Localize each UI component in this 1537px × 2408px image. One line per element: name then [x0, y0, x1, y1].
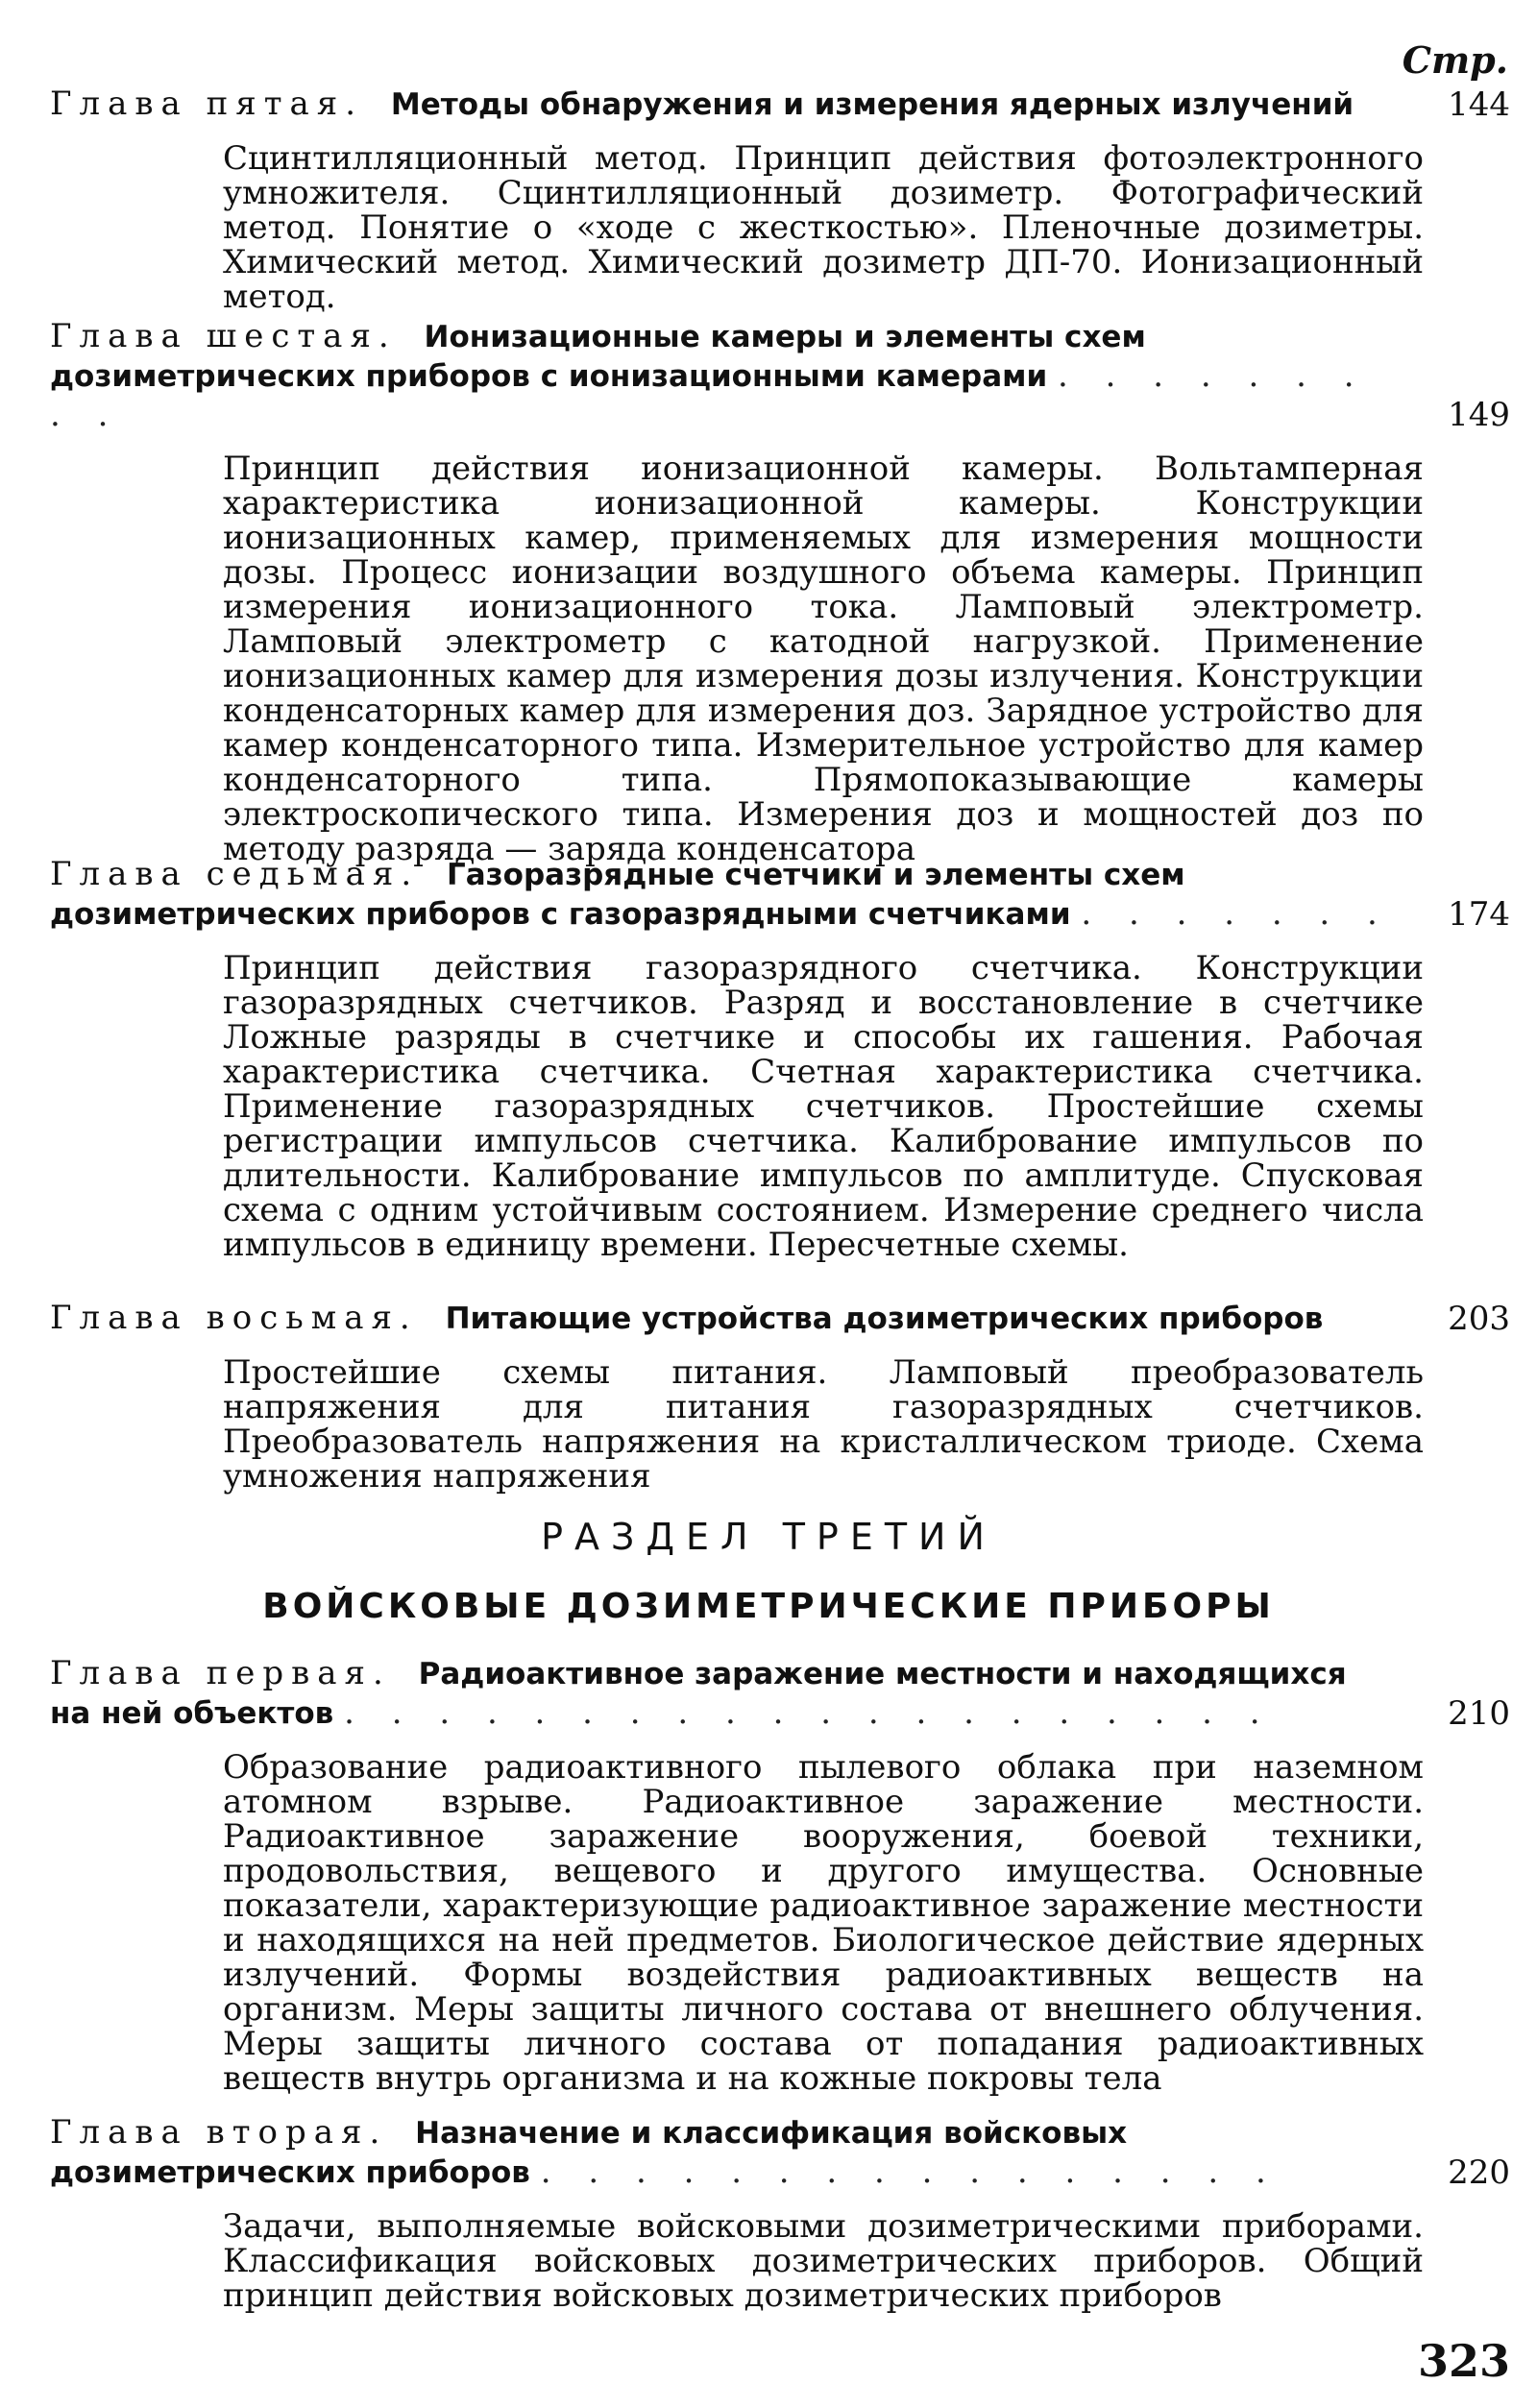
chapter-heading [50, 2113, 1510, 2192]
chapter-description: Простейшие схемы питания. Ламповый преобразователь напряжения для питания газоразрядных счетчиков. Преобразователь напряжения на кристаллическом триоде. Схема умножения напряжения [223, 1353, 1424, 1496]
chapter-label: Глава восьмая. [50, 1299, 418, 1337]
section-heading: РАЗДЕЛ ТРЕТИЙ [541, 1516, 996, 1558]
chapter-page-number: 203 [1448, 1300, 1510, 1338]
chapter-heading [50, 1299, 1510, 1338]
toc-entry [50, 855, 1510, 1262]
chapter-description: Сцинтилляционный метод. Принцип действия фотоэлектронного умножителя. Сцинтилляционный дозиметр. Фотографический метод. Понятие о «ходе с жесткостью». Пленочные дозиметры. Химический метод. Химический дозиметр ДП-70. Ионизационный метод. [223, 139, 1424, 316]
chapter-label: Глава седьмая. [50, 855, 420, 893]
page-number: 323 [1417, 2335, 1510, 2387]
chapter-label: Глава шестая. [50, 317, 397, 355]
toc-entry [50, 85, 1510, 314]
chapter-description: Задачи, выполняемые войсковыми дозиметрическими приборами. Классификация войсковых дозиметрических приборов. Общий принцип действия войсковых дозиметрических приборов [223, 2207, 1424, 2315]
toc-entry [50, 1654, 1510, 2096]
chapter-heading [50, 317, 1510, 434]
leader-dots: . . . . . . . . . . . . . . . . [540, 2153, 1280, 2191]
chapter-title: Питающие устройства дозиметрических приборов [445, 1301, 1324, 1336]
page-column-label: Стр. [1402, 38, 1508, 82]
chapter-title: Методы обнаружения и измерения ядерных излучений [390, 87, 1354, 122]
section-title: ВОЙСКОВЫЕ ДОЗИМЕТРИЧЕСКИЕ ПРИБОРЫ [262, 1587, 1275, 1626]
chapter-heading [50, 85, 1510, 124]
chapter-heading [50, 1654, 1510, 1733]
chapter-label: Глава пятая. [50, 85, 364, 123]
leader-dots: . . . . . . . [1081, 894, 1391, 933]
chapter-page-number: 144 [1448, 85, 1510, 124]
toc-entry [50, 2113, 1510, 2313]
leader-dots: . . . . . . . . . . . . . . . . . . . . [344, 1693, 1274, 1732]
chapter-title: Газоразрядные счетчики и элементы схем дозиметрических приборов с газоразрядными счетчиками [50, 858, 1185, 932]
leader-dots: . . . . . . . . . [50, 356, 1368, 434]
chapter-title: Ионизационные камеры и элементы схем дозиметрических приборов с ионизационными камерами [50, 320, 1146, 394]
chapter-page-number: 210 [1448, 1694, 1510, 1733]
chapter-title: Радиоактивное заражение местности и находящихся на ней объектов [50, 1657, 1347, 1731]
chapter-label: Глава вторая. [50, 2113, 388, 2152]
toc-entry [50, 1299, 1510, 1494]
chapter-page-number: 149 [1448, 396, 1510, 434]
chapter-title: Назначение и классификация войсковых дозиметрических приборов [50, 2116, 1128, 2190]
chapter-page-number: 174 [1448, 895, 1510, 934]
chapter-description: Образование радиоактивного пылевого облака при наземном атомном взрыве. Радиоактивное заражение местности. Радиоактивное заражение вооружения, боевой техники, продовольствия, вещевого и другого имущества. Основные показатели, характеризующие радиоактивное заражение местности и находящихся на ней предметов. Биологическое действие ядерных излучений. Формы воздействия радиоактивных веществ на организм. Меры защиты личного состава от внешнего облучения. Меры защиты личного состава от попадания радиоактивных веществ внутрь организма и на кожные покровы тела [223, 1748, 1424, 2098]
chapter-page-number: 220 [1448, 2153, 1510, 2192]
chapter-description: Принцип действия ионизационной камеры. Вольтамперная характеристика ионизационной камеры. Конструкции ионизационных камер, применяемых для измерения мощности дозы. Процесс ионизации воздушного объема камеры. Принцип измерения ионизационного тока. Ламповый электрометр. Ламповый электрометр с катодной нагрузкой. Применение ионизационных камер для измерения дозы излучения. Конструкции конденсаторных камер для измерения доз. Зарядное устройство для камер конденсаторного типа. Измерительное устройство для камер конденсаторного типа. Прямопоказывающие камеры электроскопического типа. Измерения доз и мощностей доз по методу разряда — заряда конденсатора [223, 450, 1424, 868]
toc-entry [50, 317, 1510, 866]
chapter-description: Принцип действия газоразрядного счетчика. Конструкции газоразрядных счетчиков. Разряд и восстановление в счетчике Ложные разряды в счетчике и способы их гашения. Рабочая характеристика счетчика. Счетная характеристика счетчика. Применение газоразрядных счетчиков. Простейшие схемы регистрации импульсов счетчика. Калибрование импульсов по длительности. Калибрование импульсов по амплитуде. Спусковая схема с одним устойчивым состоянием. Измерение среднего числа импульсов в единицу времени. Пересчетные схемы. [223, 949, 1424, 1264]
chapter-heading [50, 855, 1510, 934]
chapter-label: Глава первая. [50, 1654, 391, 1692]
